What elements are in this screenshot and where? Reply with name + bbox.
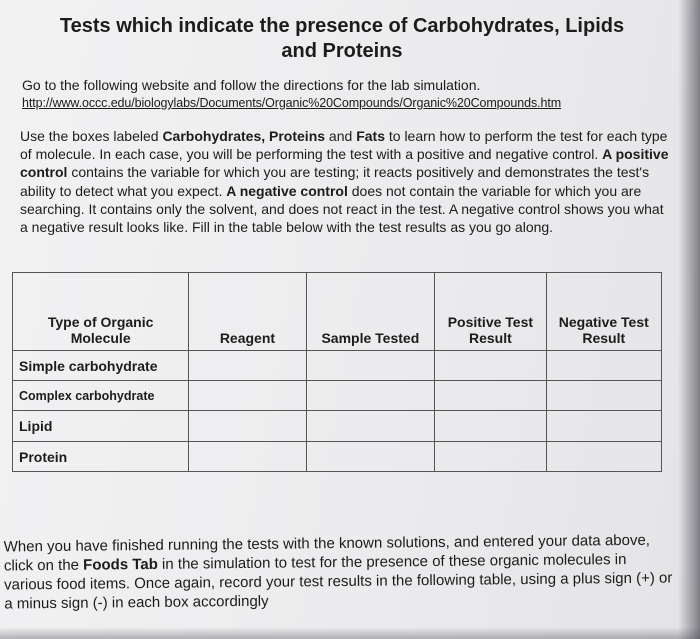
footer-text-2: in the simulation to test for the presence of these organic molecules in various food items. Once again, record your test results in the following table, using a plus sign (+) or a minus sign (-) in each box accordingly — [4, 550, 673, 613]
positive-result-cell[interactable] — [435, 351, 546, 381]
sample-tested-cell[interactable] — [306, 442, 435, 472]
intro-text: Go to the following website and follow the directions for the lab simulation. — [22, 77, 481, 93]
table-row — [13, 381, 662, 411]
footer-paragraph — [4, 530, 675, 613]
positive-result-cell[interactable] — [435, 442, 546, 472]
row-label-protein: Protein — [13, 442, 189, 472]
instructions-text-1: Use the boxes labeled — [20, 128, 163, 144]
reagent-cell[interactable] — [189, 381, 306, 411]
header-positive-test-result: Positive Test Result — [435, 273, 546, 351]
negative-result-cell[interactable] — [546, 351, 661, 381]
positive-result-cell[interactable] — [435, 381, 546, 411]
instructions-paragraph — [20, 127, 670, 236]
table-row — [13, 351, 662, 381]
table-row — [13, 411, 662, 442]
sample-tested-cell[interactable] — [306, 411, 435, 442]
positive-result-cell[interactable] — [435, 411, 546, 442]
results-table — [12, 272, 662, 472]
negative-result-cell[interactable] — [546, 411, 661, 442]
instructions-text-5: does not contain the variable for which you are searching. It contains only the solvent, and does not react in the test. A negative control shows you what a negative result looks like. Fill in the table below with the test results as you go along. — [20, 182, 664, 236]
instructions-bold-4: A negative control — [226, 182, 348, 199]
header-reagent: Reagent — [189, 273, 306, 351]
header-sample-tested: Sample Tested — [306, 273, 435, 351]
sample-tested-cell[interactable] — [306, 381, 435, 411]
simulation-link[interactable]: http://www.occc.edu/biologylabs/Documents/Organic%20Compounds/Organic%20Compounds.htm — [22, 96, 562, 110]
instructions-text-4: contains the variable for which you are testing; it reacts positively and demonstrates the test's ability to detect what you expect. — [20, 164, 650, 199]
page-title: Tests which indicate the presence of Carbohydrates, Lipids and Proteins — [59, 15, 625, 62]
instructions-text-3: to learn how to perform the test for each type of molecule. In each case, you will be performing the test with a positive and negative control. — [20, 128, 668, 163]
negative-result-cell[interactable] — [546, 442, 661, 472]
table-header-row — [13, 273, 662, 351]
header-negative-test-result: Negative Test Result — [546, 273, 661, 351]
instructions-bold-1: Carbohydrates, Proteins — [162, 128, 326, 144]
negative-result-cell[interactable] — [546, 381, 661, 411]
table-row — [13, 442, 662, 472]
instructions-text-2: and — [325, 128, 357, 144]
row-label-lipid: Lipid — [13, 411, 189, 442]
page-edge-shadow — [678, 0, 700, 639]
reagent-cell[interactable] — [189, 411, 306, 442]
footer-bold-foods-tab: Foods Tab — [83, 555, 158, 574]
reagent-cell[interactable] — [189, 351, 306, 381]
intro-paragraph — [22, 76, 662, 112]
footer-text-1: When you have finished running the tests with the known solutions, and entered your data above, click on the — [3, 531, 651, 575]
header-type-of-organic-molecule: Type of Organic Molecule — [13, 273, 189, 351]
row-label-simple-carbohydrate: Simple carbohydrate — [13, 351, 189, 381]
row-label-complex-carbohydrate: Complex carbohydrate — [13, 381, 189, 411]
instructions-bold-2: Fats — [356, 128, 385, 144]
sample-tested-cell[interactable] — [306, 351, 435, 381]
page-bottom-shadow — [0, 627, 700, 639]
reagent-cell[interactable] — [189, 442, 306, 472]
instructions-bold-3: A positive control — [20, 146, 669, 181]
